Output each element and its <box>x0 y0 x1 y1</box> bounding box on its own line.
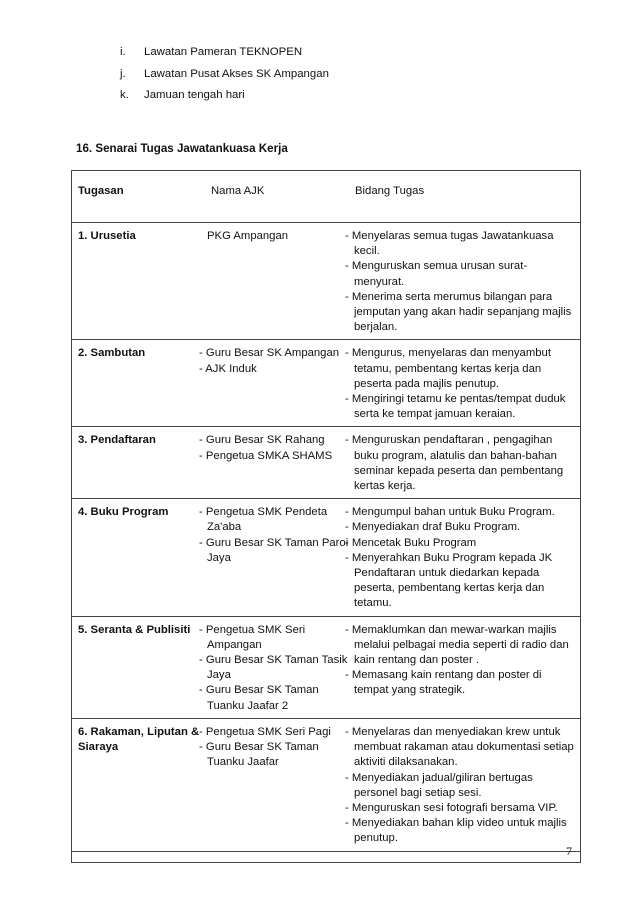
duty-item: - Menyediakan jadual/giliran bertugas personel bagi setiap sesi. <box>345 771 533 799</box>
committee-name: - AJK Induk <box>199 362 257 375</box>
duty-item: - Menyediakan bahan klip video untuk majlis penutup. <box>345 817 567 845</box>
committee-name: - Pengetua SMK Seri Pagi <box>199 725 331 738</box>
task-name: 6. Rakaman, Liputan & Siaraya <box>78 725 200 754</box>
task-name: 2. Sambutan <box>78 347 146 360</box>
table-row <box>72 223 581 340</box>
table-row <box>72 718 581 851</box>
task-name: 3. Pendaftaran <box>78 434 156 447</box>
list-item-text: Lawatan Pusat Akses SK Ampangan <box>144 67 329 80</box>
list-item-text: Jamuan tengah hari <box>144 89 245 101</box>
duty-item: - Memasang kain rentang dan poster di tempat yang strategik. <box>345 669 542 697</box>
empty-table-row <box>72 851 581 862</box>
list-marker: i. <box>120 46 126 58</box>
duty-item: - Menyelaras dan menyediakan krew untuk membuat rakaman atau dokumentasi setiap aktiviti dilaksanakan. <box>345 725 574 769</box>
list-item <box>120 44 329 66</box>
list-item-text: Lawatan Pameran TEKNOPEN <box>144 46 303 58</box>
duty-item: - Mencetak Buku Program <box>345 536 477 549</box>
header-nama-ajk: Nama AJK <box>202 171 352 223</box>
committee-name: - Pengetua SMK Pendeta Za'aba <box>199 506 328 534</box>
duty-item: - Menguruskan semua urusan surat-menyurat. <box>345 260 528 288</box>
committee-name: - Pengetua SMK Seri Ampangan <box>199 623 306 651</box>
duty-item: - Mengiringi tetamu ke pentas/tempat duduk serta ke tempat jamuan keraian. <box>345 393 566 421</box>
list-item <box>120 87 329 109</box>
duty-item: - Menguruskan sesi fotografi bersama VIP. <box>345 801 558 814</box>
duty-item: - Mengumpul bahan untuk Buku Program. <box>345 506 555 519</box>
task-name: 5. Seranta & Publisiti <box>78 623 191 636</box>
committee-name: - Guru Besar SK Taman Tasik Jaya <box>199 654 348 682</box>
task-name: 4. Buku Program <box>78 506 169 519</box>
task-name: 1. Urusetia <box>78 230 136 242</box>
committee-name: - Guru Besar SK Taman Tuanku Jaafar <box>199 741 319 769</box>
table-row <box>72 340 581 427</box>
duty-item: - Menerima serta merumus bilangan para jemputan yang akan hadir sepanjang majlis berjalan. <box>345 290 572 334</box>
committee-name: - Pengetua SMKA SHAMS <box>199 449 333 462</box>
header-tugasan: Tugasan <box>72 171 203 223</box>
section-title: 16. Senarai Tugas Jawatankuasa Kerja <box>76 142 288 155</box>
committee-name: - Guru Besar SK Taman Tuanku Jaafar 2 <box>199 684 319 712</box>
table-row <box>72 499 581 616</box>
duty-item: - Menyelaras semua tugas Jawatankuasa kecil. <box>345 230 554 258</box>
list-marker: k. <box>120 89 129 101</box>
duty-item: - Menyediakan draf Buku Program. <box>345 521 521 534</box>
committee-name: - Guru Besar SK Ampangan <box>199 347 340 360</box>
table-row <box>72 427 581 499</box>
duty-item: - Menguruskan pendaftaran , pengagihan buku program, alatulis dan bahan-bahan seminar kepada peserta dan pembentang kertas kerja. <box>345 434 564 493</box>
page-number: 7 <box>566 844 572 858</box>
activity-list <box>120 44 329 109</box>
list-item <box>120 66 329 88</box>
task-table <box>71 170 581 863</box>
duty-item: - Mengurus, menyelaras dan menyambut tetamu, pembentang kertas kerja dan peserta pada majlis penutup. <box>345 347 551 390</box>
table-row <box>72 616 581 718</box>
duty-item: - Menyerahkan Buku Program kepada JK Pendaftaran untuk diedarkan kepada peserta, pembentang kertas kerja dan tetamu. <box>345 551 553 610</box>
committee-name: - Guru Besar SK Taman Paroi Jaya <box>199 536 349 564</box>
committee-name: PKG Ampangan <box>207 230 289 242</box>
table-header-row <box>72 171 581 223</box>
duty-item: - Memaklumkan dan mewar-warkan majlis melalui pelbagai media seperti di radio dan kain rentang dan poster . <box>345 623 569 667</box>
list-marker: j. <box>120 67 126 80</box>
committee-name: - Guru Besar SK Rahang <box>199 434 325 447</box>
header-bidang-tugas: Bidang Tugas <box>352 171 581 223</box>
